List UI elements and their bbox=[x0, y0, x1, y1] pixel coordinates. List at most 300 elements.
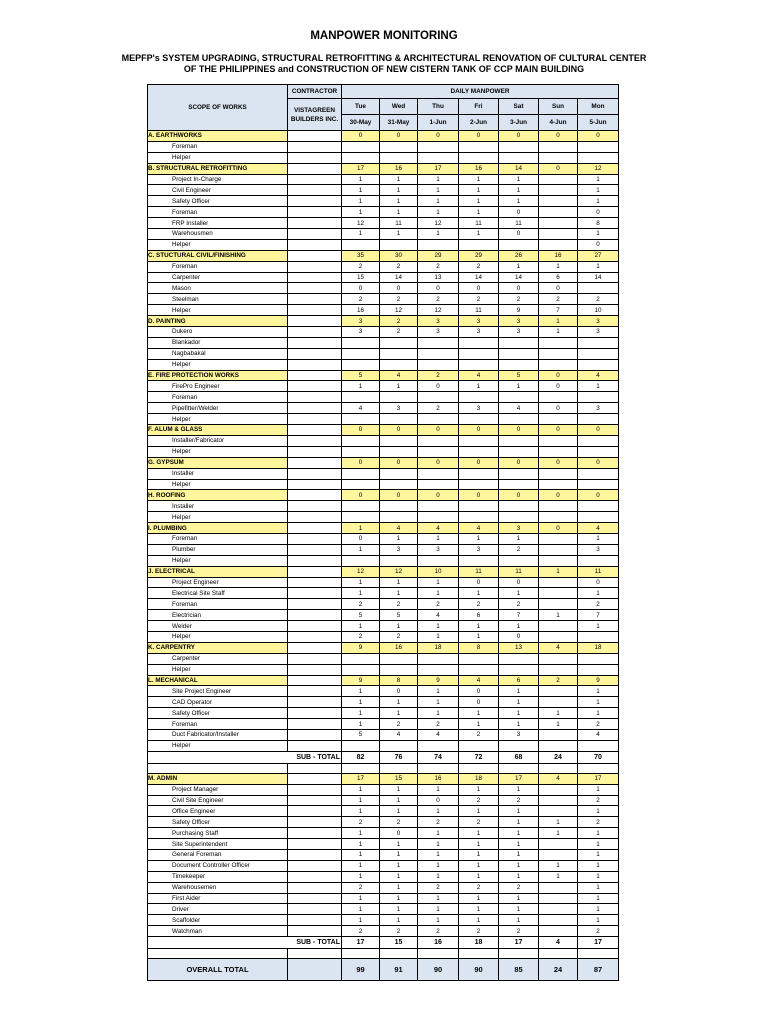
item-value: 2 bbox=[342, 631, 380, 642]
item-value: 2 bbox=[499, 294, 539, 305]
contractor-cell bbox=[288, 403, 342, 414]
contractor-cell bbox=[288, 893, 342, 904]
item-value: 5 bbox=[342, 610, 380, 621]
item-value: 2 bbox=[459, 729, 499, 740]
category-row bbox=[148, 642, 619, 653]
item-value bbox=[578, 414, 619, 425]
overall-total-value: 99 bbox=[342, 959, 380, 981]
subtotal-label: SUB - TOTAL bbox=[148, 937, 342, 949]
item-value: 2 bbox=[380, 599, 418, 610]
item-value: 2 bbox=[578, 599, 619, 610]
spacer-cell bbox=[288, 949, 342, 959]
item-value bbox=[380, 239, 418, 250]
item-value: 0 bbox=[418, 381, 459, 392]
category-total: 2 bbox=[539, 675, 578, 686]
item-value: 1 bbox=[539, 327, 578, 338]
item-name: Installer bbox=[148, 501, 288, 512]
item-value: 1 bbox=[342, 621, 380, 632]
contractor-cell bbox=[288, 174, 342, 185]
contractor-cell bbox=[288, 490, 342, 501]
item-value: 16 bbox=[342, 305, 380, 316]
item-name: Foreman bbox=[148, 207, 288, 218]
item-value: 1 bbox=[539, 828, 578, 839]
category-total: 0 bbox=[418, 490, 459, 501]
contractor-cell bbox=[288, 555, 342, 566]
item-value: 1 bbox=[578, 784, 619, 795]
item-value bbox=[418, 152, 459, 163]
item-value bbox=[459, 468, 499, 479]
category-total: 9 bbox=[578, 675, 619, 686]
category-total: 17 bbox=[499, 773, 539, 784]
item-value: 1 bbox=[578, 196, 619, 207]
item-value bbox=[459, 664, 499, 675]
item-value: 3 bbox=[380, 403, 418, 414]
item-name: Helper bbox=[148, 305, 288, 316]
contractor-cell bbox=[288, 850, 342, 861]
date-header: 4-Jun bbox=[539, 115, 578, 131]
item-value bbox=[578, 435, 619, 446]
item-value: 14 bbox=[499, 272, 539, 283]
item-value bbox=[342, 740, 380, 751]
overall-total-value: 85 bbox=[499, 959, 539, 981]
item-value bbox=[578, 446, 619, 457]
item-value: 3 bbox=[459, 327, 499, 338]
item-row bbox=[148, 239, 619, 250]
item-value: 0 bbox=[418, 795, 459, 806]
contractor-cell bbox=[288, 653, 342, 664]
item-value bbox=[380, 446, 418, 457]
item-value: 1 bbox=[418, 904, 459, 915]
item-value: 9 bbox=[499, 305, 539, 316]
item-value bbox=[539, 621, 578, 632]
item-value: 14 bbox=[578, 272, 619, 283]
item-value bbox=[459, 446, 499, 457]
item-value: 1 bbox=[418, 915, 459, 926]
item-name: Helper bbox=[148, 512, 288, 523]
item-value: 3 bbox=[418, 544, 459, 555]
item-value: 2 bbox=[499, 599, 539, 610]
category-name: H. ROOFING bbox=[148, 490, 288, 501]
item-value: 1 bbox=[342, 185, 380, 196]
item-name: Foreman bbox=[148, 392, 288, 403]
category-total: 29 bbox=[418, 250, 459, 261]
item-row bbox=[148, 588, 619, 599]
item-value: 2 bbox=[499, 882, 539, 893]
day-header: Thu bbox=[418, 99, 459, 115]
category-name: B. STRUCTURAL RETROFITTING bbox=[148, 163, 288, 174]
item-name: Helper bbox=[148, 446, 288, 457]
item-row bbox=[148, 729, 619, 740]
category-total: 17 bbox=[418, 163, 459, 174]
item-value bbox=[380, 152, 418, 163]
item-value bbox=[418, 446, 459, 457]
category-total: 9 bbox=[418, 675, 459, 686]
contractor-cell bbox=[288, 795, 342, 806]
item-value: 1 bbox=[459, 381, 499, 392]
spacer-cell bbox=[499, 763, 539, 773]
item-value: 1 bbox=[578, 686, 619, 697]
category-total: 0 bbox=[380, 490, 418, 501]
spacer-cell bbox=[539, 949, 578, 959]
item-name: Site Superintendent bbox=[148, 839, 288, 850]
item-value: 2 bbox=[459, 261, 499, 272]
item-name: Safety Officer bbox=[148, 817, 288, 828]
item-value bbox=[499, 512, 539, 523]
item-value bbox=[342, 512, 380, 523]
subtotal-value: 17 bbox=[578, 937, 619, 949]
item-value bbox=[539, 599, 578, 610]
item-name: Mason bbox=[148, 283, 288, 294]
item-value: 1 bbox=[342, 795, 380, 806]
item-value bbox=[578, 152, 619, 163]
item-row bbox=[148, 610, 619, 621]
subtotal-value: 17 bbox=[342, 937, 380, 949]
item-value: 1 bbox=[380, 850, 418, 861]
item-value: 2 bbox=[342, 926, 380, 937]
item-value: 1 bbox=[459, 806, 499, 817]
item-value bbox=[499, 664, 539, 675]
item-value: 0 bbox=[578, 207, 619, 218]
item-value: 1 bbox=[499, 784, 539, 795]
item-value: 2 bbox=[459, 795, 499, 806]
item-value: 1 bbox=[578, 904, 619, 915]
contractor-cell bbox=[288, 446, 342, 457]
item-value: 1 bbox=[418, 686, 459, 697]
item-value bbox=[380, 468, 418, 479]
item-value: 1 bbox=[418, 893, 459, 904]
item-value: 0 bbox=[539, 283, 578, 294]
item-value bbox=[342, 653, 380, 664]
item-value: 1 bbox=[499, 196, 539, 207]
item-value bbox=[342, 141, 380, 152]
item-value: 1 bbox=[342, 719, 380, 730]
contractor-cell bbox=[288, 185, 342, 196]
item-name: Foreman bbox=[148, 141, 288, 152]
contractor-cell bbox=[288, 839, 342, 850]
item-value: 1 bbox=[418, 207, 459, 218]
totals-section bbox=[148, 937, 619, 981]
item-value bbox=[499, 337, 539, 348]
item-value: 1 bbox=[499, 588, 539, 599]
item-value: 1 bbox=[459, 719, 499, 730]
contractor-cell bbox=[288, 141, 342, 152]
category-total: 18 bbox=[418, 642, 459, 653]
item-value: 14 bbox=[380, 272, 418, 283]
spacer-cell bbox=[380, 763, 418, 773]
item-value bbox=[418, 479, 459, 490]
item-name: Foreman bbox=[148, 261, 288, 272]
item-value bbox=[342, 359, 380, 370]
category-name: D. PAINTING bbox=[148, 316, 288, 327]
item-value: 0 bbox=[539, 381, 578, 392]
item-value: 2 bbox=[342, 817, 380, 828]
subtotal-row bbox=[148, 937, 619, 949]
item-value: 2 bbox=[418, 261, 459, 272]
item-name: Warehousemen bbox=[148, 882, 288, 893]
item-row bbox=[148, 708, 619, 719]
item-value bbox=[459, 392, 499, 403]
item-value: 0 bbox=[499, 229, 539, 240]
category-row bbox=[148, 490, 619, 501]
item-value bbox=[380, 392, 418, 403]
item-value: 1 bbox=[499, 806, 539, 817]
category-total: 6 bbox=[499, 675, 539, 686]
item-value: 0 bbox=[342, 533, 380, 544]
spacer-cell bbox=[148, 949, 288, 959]
item-value: 1 bbox=[418, 850, 459, 861]
item-value bbox=[499, 359, 539, 370]
contractor-cell bbox=[288, 523, 342, 534]
item-value: 1 bbox=[578, 174, 619, 185]
item-value bbox=[459, 348, 499, 359]
item-value: 7 bbox=[499, 610, 539, 621]
item-name: Site Project Engineer bbox=[148, 686, 288, 697]
item-value: 1 bbox=[380, 882, 418, 893]
contractor-cell bbox=[288, 729, 342, 740]
contractor-cell bbox=[288, 784, 342, 795]
item-value: 1 bbox=[539, 817, 578, 828]
category-row bbox=[148, 566, 619, 577]
item-row bbox=[148, 871, 619, 882]
item-name: Helper bbox=[148, 664, 288, 675]
category-total: 4 bbox=[539, 642, 578, 653]
item-value: 1 bbox=[578, 229, 619, 240]
item-value bbox=[539, 512, 578, 523]
category-total: 0 bbox=[418, 457, 459, 468]
item-row bbox=[148, 468, 619, 479]
item-value bbox=[499, 468, 539, 479]
item-row bbox=[148, 283, 619, 294]
item-value: 2 bbox=[499, 795, 539, 806]
item-value bbox=[539, 185, 578, 196]
contractor-cell bbox=[288, 577, 342, 588]
category-total: 11 bbox=[459, 566, 499, 577]
category-total: 30 bbox=[380, 250, 418, 261]
category-name: L. MECHANICAL bbox=[148, 675, 288, 686]
item-value: 1 bbox=[578, 871, 619, 882]
category-total: 0 bbox=[418, 131, 459, 142]
item-name: Warehousmen bbox=[148, 229, 288, 240]
item-row bbox=[148, 152, 619, 163]
item-value: 11 bbox=[459, 305, 499, 316]
spacer-cell bbox=[459, 763, 499, 773]
item-value: 1 bbox=[578, 839, 619, 850]
item-value: 2 bbox=[380, 327, 418, 338]
item-value: 1 bbox=[499, 381, 539, 392]
item-value: 3 bbox=[418, 327, 459, 338]
item-row bbox=[148, 294, 619, 305]
subtotal-value: 24 bbox=[539, 751, 578, 763]
item-row bbox=[148, 740, 619, 751]
item-value bbox=[499, 740, 539, 751]
overall-total-value: 90 bbox=[418, 959, 459, 981]
item-value bbox=[539, 577, 578, 588]
category-total: 0 bbox=[459, 490, 499, 501]
item-row bbox=[148, 337, 619, 348]
category-total: 12 bbox=[380, 566, 418, 577]
item-value: 2 bbox=[418, 882, 459, 893]
item-value: 1 bbox=[578, 915, 619, 926]
category-total: 0 bbox=[539, 457, 578, 468]
item-value: 1 bbox=[418, 860, 459, 871]
item-value bbox=[342, 664, 380, 675]
category-total: 15 bbox=[380, 773, 418, 784]
item-value: 2 bbox=[578, 795, 619, 806]
item-name: Document Controller Officer bbox=[148, 860, 288, 871]
item-value: 1 bbox=[418, 697, 459, 708]
item-row bbox=[148, 893, 619, 904]
item-value: 1 bbox=[459, 207, 499, 218]
item-name: Safety Officer bbox=[148, 196, 288, 207]
contractor-cell bbox=[288, 359, 342, 370]
item-row bbox=[148, 839, 619, 850]
item-value: 2 bbox=[418, 817, 459, 828]
item-value bbox=[539, 729, 578, 740]
item-value: 1 bbox=[380, 174, 418, 185]
item-row bbox=[148, 697, 619, 708]
item-name: Carpenter bbox=[148, 653, 288, 664]
contractor-cell bbox=[288, 457, 342, 468]
category-name: E. FIRE PROTECTION WORKS bbox=[148, 370, 288, 381]
item-value bbox=[418, 392, 459, 403]
item-name: Driver bbox=[148, 904, 288, 915]
item-value bbox=[459, 501, 499, 512]
item-value: 1 bbox=[342, 784, 380, 795]
item-value bbox=[539, 435, 578, 446]
item-value bbox=[459, 359, 499, 370]
item-value: 3 bbox=[459, 403, 499, 414]
item-row bbox=[148, 174, 619, 185]
item-value: 2 bbox=[578, 719, 619, 730]
category-total: 0 bbox=[342, 490, 380, 501]
date-header: 3-Jun bbox=[499, 115, 539, 131]
item-value: 1 bbox=[342, 839, 380, 850]
category-total: 0 bbox=[578, 457, 619, 468]
contractor-cell bbox=[288, 664, 342, 675]
item-value: 0 bbox=[578, 577, 619, 588]
spacer-cell bbox=[288, 763, 342, 773]
contractor-cell bbox=[288, 904, 342, 915]
item-value bbox=[342, 348, 380, 359]
item-value bbox=[418, 664, 459, 675]
item-value bbox=[342, 468, 380, 479]
item-value bbox=[380, 479, 418, 490]
item-row bbox=[148, 631, 619, 642]
contractor-cell bbox=[288, 708, 342, 719]
item-value bbox=[539, 479, 578, 490]
item-value bbox=[499, 414, 539, 425]
item-value bbox=[578, 348, 619, 359]
day-header: Mon bbox=[578, 99, 619, 115]
contractor-cell bbox=[288, 871, 342, 882]
item-value bbox=[380, 337, 418, 348]
contractor-cell bbox=[288, 512, 342, 523]
category-total: 0 bbox=[380, 425, 418, 436]
item-value bbox=[459, 653, 499, 664]
item-value: 1 bbox=[380, 904, 418, 915]
category-total: 0 bbox=[499, 490, 539, 501]
category-name: G. GYPSUM bbox=[148, 457, 288, 468]
item-value: 1 bbox=[459, 893, 499, 904]
item-value bbox=[578, 359, 619, 370]
category-total: 0 bbox=[459, 131, 499, 142]
item-row bbox=[148, 850, 619, 861]
item-value: 5 bbox=[342, 729, 380, 740]
category-total: 8 bbox=[459, 642, 499, 653]
item-value: 6 bbox=[459, 610, 499, 621]
date-header: 2-Jun bbox=[459, 115, 499, 131]
item-name: Helper bbox=[148, 239, 288, 250]
item-value bbox=[499, 501, 539, 512]
item-value: 1 bbox=[342, 828, 380, 839]
item-value bbox=[539, 664, 578, 675]
category-total: 18 bbox=[459, 773, 499, 784]
item-value: 1 bbox=[578, 860, 619, 871]
item-name: Helper bbox=[148, 555, 288, 566]
category-row bbox=[148, 163, 619, 174]
item-value: 1 bbox=[380, 915, 418, 926]
category-total: 5 bbox=[342, 370, 380, 381]
category-total: 4 bbox=[459, 370, 499, 381]
item-value bbox=[418, 501, 459, 512]
item-value: 2 bbox=[578, 294, 619, 305]
item-name: Foreman bbox=[148, 719, 288, 730]
item-value: 1 bbox=[418, 784, 459, 795]
item-value: 1 bbox=[459, 196, 499, 207]
item-name: Helper bbox=[148, 740, 288, 751]
item-value: 1 bbox=[418, 196, 459, 207]
item-name: Dukero bbox=[148, 327, 288, 338]
category-name: F. ALUM & GLASS bbox=[148, 425, 288, 436]
item-value: 0 bbox=[459, 283, 499, 294]
item-value: 4 bbox=[418, 729, 459, 740]
day-header: Sun bbox=[539, 99, 578, 115]
contractor-cell bbox=[288, 468, 342, 479]
item-value bbox=[539, 229, 578, 240]
overall-total-value: 24 bbox=[539, 959, 578, 981]
category-total: 26 bbox=[499, 250, 539, 261]
item-value bbox=[578, 479, 619, 490]
item-value bbox=[459, 239, 499, 250]
item-value bbox=[459, 141, 499, 152]
item-row bbox=[148, 599, 619, 610]
item-value: 1 bbox=[342, 697, 380, 708]
contractor-cell bbox=[288, 599, 342, 610]
spacer-cell bbox=[380, 949, 418, 959]
category-total: 8 bbox=[380, 675, 418, 686]
item-row bbox=[148, 403, 619, 414]
item-value bbox=[418, 653, 459, 664]
category-total: 0 bbox=[539, 370, 578, 381]
item-row bbox=[148, 381, 619, 392]
item-value: 1 bbox=[499, 860, 539, 871]
item-value: 0 bbox=[380, 828, 418, 839]
item-value bbox=[539, 337, 578, 348]
item-name: Helper bbox=[148, 152, 288, 163]
item-value bbox=[499, 555, 539, 566]
item-value: 1 bbox=[459, 185, 499, 196]
category-total: 16 bbox=[539, 250, 578, 261]
category-total: 9 bbox=[342, 642, 380, 653]
category-total: 17 bbox=[342, 163, 380, 174]
item-name: Nagbabakal bbox=[148, 348, 288, 359]
item-value bbox=[342, 414, 380, 425]
item-row bbox=[148, 414, 619, 425]
item-value: 12 bbox=[342, 218, 380, 229]
item-value: 7 bbox=[578, 610, 619, 621]
item-name: Purchasing Staff bbox=[148, 828, 288, 839]
item-value: 1 bbox=[380, 533, 418, 544]
